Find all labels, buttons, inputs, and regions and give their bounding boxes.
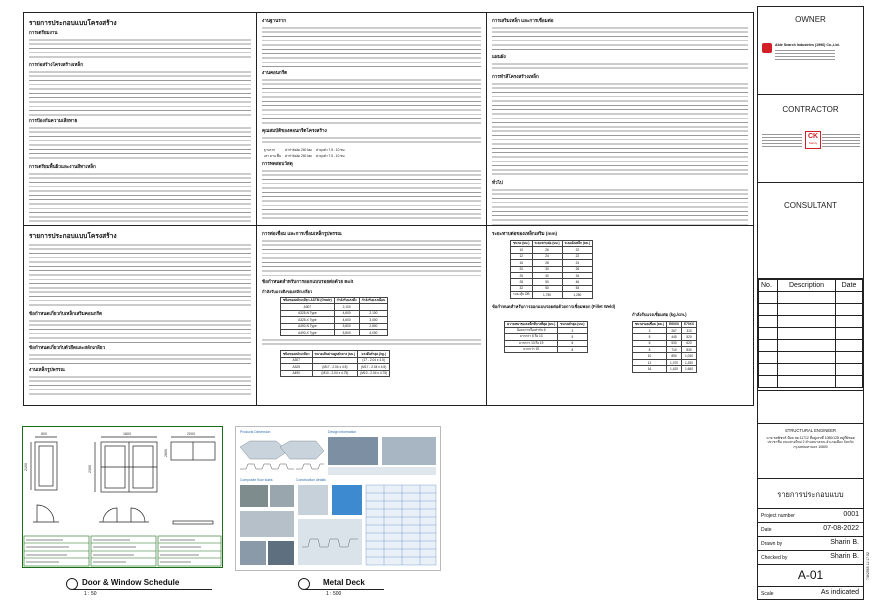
- body-text-lines: [262, 26, 481, 68]
- date-row: [758, 522, 863, 537]
- table-row: [759, 376, 863, 388]
- weld1-cell: มากกว่า 19: [505, 347, 558, 353]
- brochure-heading: Composite floor slabs: [240, 478, 273, 482]
- bolt-cell: 5,800: [334, 323, 359, 329]
- rebar-cell: 1,750: [532, 292, 562, 298]
- rebar-cell: 26: [562, 266, 593, 272]
- rebar-cell: 12: [511, 253, 533, 259]
- section-heading: คุณสมบัติของคอนกรีตโครงสร้าง: [262, 128, 327, 133]
- weld2-cell: 530: [667, 340, 682, 346]
- dim-label: 2300: [88, 465, 92, 473]
- weld2-cell: 310: [682, 327, 697, 333]
- section-heading: กำลังรับแรงดึงของสลักเกลียว: [262, 289, 313, 294]
- spec-col1-bottom: [24, 226, 256, 405]
- rebar-cell: 46: [562, 279, 593, 285]
- bolt-cell: 4,000: [359, 329, 388, 335]
- bolt-cell: A490-N Type: [281, 323, 335, 329]
- drawn-by-row: [758, 536, 863, 551]
- bolt-cell: 2,100: [359, 310, 388, 316]
- rebar-cell: 28: [532, 260, 562, 266]
- weld2-cell: 267: [667, 327, 682, 333]
- rebar-cell: 1,250: [562, 292, 593, 298]
- weld2-cell: 445: [667, 334, 682, 340]
- rev-cell: [836, 328, 863, 340]
- bolt2-cell: (M10 - 2.04 x 4.75): [358, 370, 390, 376]
- spec-title: รายการประกอบแบบโครงสร้าง: [29, 20, 117, 27]
- spec-col3-top: [487, 13, 753, 225]
- bolt-cell: 2,800: [359, 323, 388, 329]
- door-window-caption: Door & Window Schedule: [82, 578, 180, 587]
- rev-header-no: No.: [759, 280, 778, 292]
- spec-col1-top: [24, 13, 256, 225]
- date-value: 07-08-2022: [823, 525, 859, 532]
- body-text-lines: [29, 243, 251, 309]
- body-text-lines: [262, 239, 481, 277]
- contractor-logo-sub: Safety: [808, 141, 818, 145]
- section-heading: ข้อกำหนดสำหรับการออกแบบรอยต่อด้วย Bolt: [262, 279, 354, 284]
- body-text-lines: [492, 188, 748, 225]
- section-heading: การทำสีโครงสร้างเหล็ก: [492, 74, 539, 79]
- weld2-cell: 1,250: [682, 359, 697, 365]
- bolt-header: กำลังรับแรงเฉือน: [359, 298, 388, 304]
- bolt2-header: ขนาดเส้นผ่านศูนย์กลาง (มม.): [312, 351, 358, 357]
- table-row: [759, 364, 863, 376]
- bolt2-cell: A490: [281, 370, 313, 376]
- section-heading: การเตรียมงาน: [29, 30, 58, 35]
- weld2-cell: 12: [633, 359, 667, 365]
- rebar-cell: 34: [562, 272, 593, 278]
- table-row: [759, 328, 863, 340]
- body-text-lines: [262, 338, 481, 348]
- weld1-cell: 8: [558, 347, 587, 353]
- spec-title: รายการประกอบแบบโครงสร้าง: [29, 233, 117, 240]
- weld-min-size-table: [504, 321, 588, 354]
- weld2-cell: 5: [633, 334, 667, 340]
- weld2-cell: 6: [633, 340, 667, 346]
- table-row: [759, 292, 863, 304]
- weld2-cell: 16: [633, 366, 667, 372]
- rev-cell: [778, 376, 836, 388]
- rev-cell: [759, 328, 778, 340]
- rev-cell: [836, 364, 863, 376]
- scale-label: Scale: [761, 591, 774, 597]
- contractor-logo-icon: [805, 131, 821, 149]
- body-text-lines: [29, 319, 251, 343]
- weld-strength-title: กำลังรับแรงเชื่อมต่อ (kg./cm.): [632, 311, 687, 317]
- dim-label: 2800: [164, 449, 168, 457]
- brochure-heading: Construction details: [296, 478, 326, 482]
- sheet-number: A-01: [797, 568, 824, 582]
- table-row: [759, 352, 863, 364]
- rev-cell: [759, 364, 778, 376]
- rebar-cell: 20: [511, 266, 533, 272]
- checked-by-label: Checked by: [761, 555, 788, 561]
- body-text-lines: [29, 172, 251, 225]
- consultant-label: CONSULTANT: [783, 201, 838, 210]
- rev-header-description: Description: [778, 280, 836, 292]
- bolt-header: กำลังรับแรงดึง: [334, 298, 359, 304]
- scale-value: As indicated: [820, 589, 859, 596]
- weld2-cell: 520: [682, 334, 697, 340]
- caption-underline: [72, 589, 212, 590]
- drawn-by-value: Sharin B.: [830, 539, 859, 546]
- weld2-header: ขนาดรอยเชื่อม (มม.): [633, 321, 667, 327]
- owner-company: Able Search Industries (1996) Co.,Ltd.: [775, 43, 840, 47]
- concrete-cell: ค่ากำลังอัด 240 ksc: [284, 148, 312, 153]
- dim-label: 1800: [123, 432, 131, 436]
- bolt-header: ชนิดของสลักเกลียว ASTM (Grade): [281, 298, 335, 304]
- section-heading: ข้อกำหนดเกี่ยวกับเหล็กเสริมคอนกรีต: [29, 311, 102, 316]
- weld2-header: E60XX: [667, 321, 682, 327]
- section-heading: แผนผัง: [492, 54, 506, 59]
- rev-cell: [778, 328, 836, 340]
- engineer-panel: [758, 423, 863, 479]
- weld2-cell: 1,660: [682, 366, 697, 372]
- section-heading: การป้องกันความเสียหาย: [29, 118, 78, 123]
- project-number-row: [758, 508, 863, 523]
- rebar-header: ระยะฝังเหล็ก (มม.): [562, 241, 593, 247]
- concrete-cell: ค่ากำลังอัด 240 ksc: [284, 153, 312, 158]
- table-row: [759, 316, 863, 328]
- rebar-cell: 32: [511, 285, 533, 291]
- weld1-header: ขนาดต่ำสุด (มม.): [558, 321, 587, 327]
- rev-cell: [778, 316, 836, 328]
- weld2-cell: 3: [633, 327, 667, 333]
- weld2-cell: 710: [667, 347, 682, 353]
- body-text-lines: [262, 78, 481, 126]
- bolt2-header: แรงดึงต่ำสุด (kg.): [358, 351, 390, 357]
- rebar-cell: 40: [532, 272, 562, 278]
- section-heading: ระยะทาบต่อของเหล็กเสริม (mm): [492, 231, 558, 236]
- rev-cell: [836, 316, 863, 328]
- bolt2-cell: A325: [281, 364, 313, 370]
- rev-cell: [778, 364, 836, 376]
- body-text-lines: [492, 26, 748, 52]
- section-heading: การเสริมเหล็ก และการเชื่อมต่อ: [492, 18, 554, 23]
- metal-deck-brochure: [236, 427, 440, 570]
- section-heading: การต่อเชื่อม และการเชื่อมเหล็กรูปพรรณ: [262, 231, 342, 236]
- title-block: [757, 6, 864, 600]
- rebar-cell: 16: [511, 260, 533, 266]
- body-text-lines: [492, 82, 748, 178]
- rev-header-date: Date: [836, 280, 863, 292]
- caption-underline: [304, 589, 384, 590]
- rebar-cell: 24: [532, 253, 562, 259]
- bolt2-cell: (M10 - 2.04 x 4.75): [312, 370, 358, 376]
- rebar-cell: 24: [562, 260, 593, 266]
- engineer-text: นาย ชลพิชทร์ มีผล สย.11712 ที่อยู่เลขที่ 1080/128 หมู่ที่6ซอย ประชาชื่น ถนนสายใหม่ 2 ตำบลบางเขน อำเภอเมือง จังหวัดกรุงเทพมหานคร 10800: [766, 436, 855, 449]
- rev-cell: [836, 376, 863, 388]
- section-heading: ทั่วไป: [492, 180, 503, 185]
- scale-row: [758, 586, 863, 601]
- bolt-cell: 4,600: [334, 317, 359, 323]
- door-window-drawing: [23, 427, 222, 567]
- concrete-cell: ฐานราก: [264, 148, 276, 153]
- section-heading: การทดสอบวัสดุ: [262, 160, 293, 166]
- body-text-lines: [29, 375, 251, 395]
- section-heading: ข้อกำหนดสำหรับการออกแบบรอยต่อด้วยการเชื่อมพอก (Fillet Weld): [492, 303, 616, 309]
- concrete-cell: ค่ายุบตัว 7.5 - 10 ซม.: [316, 148, 346, 153]
- rebar-cell: 22: [562, 247, 593, 253]
- contractor-panel: [758, 95, 863, 183]
- weld2-cell: 620: [682, 340, 697, 346]
- weld2-cell: 1,070: [667, 359, 682, 365]
- print-timestamp: 7/8/2565 11:17:52: [866, 552, 870, 580]
- rev-cell: [778, 292, 836, 304]
- dim-label: 2100: [24, 463, 28, 471]
- rebar-header: ขนาด (มม.): [511, 241, 533, 247]
- bolt-cell: A307: [281, 304, 335, 310]
- bolt-strength-table: [280, 297, 388, 336]
- weld1-cell: 3: [558, 327, 587, 333]
- rebar-cell: ระยะหุ้ม DB: [511, 292, 533, 298]
- specification-sheet: [23, 12, 754, 406]
- rebar-cell: 50: [532, 279, 562, 285]
- metal-deck-caption: Metal Deck: [323, 578, 365, 587]
- bolt2-header: ชนิดของสลักเกลียว: [281, 351, 313, 357]
- rev-cell: [836, 304, 863, 316]
- dim-label: 800: [41, 432, 47, 436]
- section-heading: งานเหล็กรูปพรรณ: [29, 367, 65, 372]
- bolt2-cell: (17 - 2.04 x 4.5): [358, 357, 390, 363]
- owner-address-lines: [775, 49, 835, 61]
- bolt2-cell: A307: [281, 357, 313, 363]
- weld1-cell: น้อยกว่าหรือเท่ากับ 6: [505, 327, 558, 333]
- weld2-cell: 10: [633, 353, 667, 359]
- concrete-cell: ค่ายุบตัว 7.5 - 10 ซม.: [316, 153, 346, 158]
- rebar-cell: 25: [511, 272, 533, 278]
- owner-logo-icon: [762, 43, 772, 53]
- weld1-cell: มากกว่า 6 ถึง 13: [505, 334, 558, 340]
- rev-cell: [759, 292, 778, 304]
- metal-deck-viewport[interactable]: [235, 426, 441, 571]
- sheet-title-panel: [758, 479, 863, 509]
- project-number-value: 0001: [843, 511, 859, 518]
- weld2-cell: 890: [667, 353, 682, 359]
- section-heading: ข้อกำหนดเกี่ยวกับตัวยึดและสลักเกลียว: [29, 345, 106, 350]
- project-number-label: Project number: [761, 513, 795, 519]
- rebar-cell: 60: [532, 285, 562, 291]
- rev-cell: [836, 352, 863, 364]
- bolt2-cell: (M17 - 2.04 x 4.5): [312, 364, 358, 370]
- sheet-title: รายการประกอบแบบ: [777, 490, 844, 499]
- weld1-cell: 6: [558, 340, 587, 346]
- rev-cell: [836, 292, 863, 304]
- weld2-cell: 830: [682, 347, 697, 353]
- brochure-heading: Products Dimension: [240, 430, 271, 434]
- contractor-logo-text: CK: [807, 133, 819, 140]
- rev-cell: [759, 316, 778, 328]
- door-window-schedule-viewport[interactable]: [22, 426, 223, 568]
- body-text-lines: [262, 169, 481, 221]
- bolt-cell: 2,100: [334, 304, 359, 310]
- owner-label: OWNER: [795, 15, 826, 24]
- body-text-lines: [29, 38, 251, 60]
- spec-col2-bottom: [257, 226, 486, 405]
- rev-cell: [778, 340, 836, 352]
- door-window-scale: 1 : 50: [84, 591, 97, 597]
- rev-cell: [759, 304, 778, 316]
- rev-cell: [759, 352, 778, 364]
- rebar-lap-table: [510, 240, 593, 299]
- section-heading: งานฐานราก: [262, 18, 287, 23]
- spec-col3-bottom: [487, 226, 753, 405]
- rebar-cell: 10: [511, 247, 533, 253]
- weld2-cell: 1,420: [667, 366, 682, 372]
- contractor-text-lines: [762, 133, 802, 149]
- body-text-lines: [29, 126, 251, 162]
- bolt2-cell: (M17 - 2.04 x 4.5): [358, 364, 390, 370]
- weld2-header: E70XX: [682, 321, 697, 327]
- body-text-lines: [262, 136, 481, 146]
- body-text-lines: [29, 70, 251, 116]
- weld-tables-row: [492, 311, 748, 391]
- rebar-cell: 30: [532, 266, 562, 272]
- rev-cell: [778, 352, 836, 364]
- section-heading: งานคอนกรีต: [262, 70, 288, 75]
- checked-by-value: Sharin B.: [830, 553, 859, 560]
- sheet-number-row: [758, 564, 863, 587]
- weld-strength-table: [632, 321, 697, 373]
- spec-col2-top: [257, 13, 486, 225]
- dim-label: 2000: [187, 432, 195, 436]
- bolt-cell: 5,800: [334, 329, 359, 335]
- weld1-cell: 5: [558, 334, 587, 340]
- table-row: [759, 304, 863, 316]
- weld1-header: ความหนาของเหล็กที่บางที่สุด (มม.): [505, 321, 558, 327]
- rebar-cell: 54: [562, 285, 593, 291]
- bolt-cell: A325-X Type: [281, 317, 335, 323]
- rev-cell: [778, 304, 836, 316]
- revision-table: [758, 279, 863, 388]
- bolt-cell: A490-X Type: [281, 329, 335, 335]
- table-row: [759, 340, 863, 352]
- checked-by-row: [758, 550, 863, 565]
- contractor-label: CONTRACTOR: [782, 105, 839, 114]
- rev-cell: [759, 340, 778, 352]
- metal-deck-scale: 1 : 500: [326, 591, 342, 597]
- brochure-heading: Design information: [328, 430, 357, 434]
- weld1-cell: มากกว่า 13 ถึง 19: [505, 340, 558, 346]
- drawn-by-label: Drawn by: [761, 541, 783, 547]
- section-heading: การก่อสร้างโครงสร้างเหล็ก: [29, 62, 84, 67]
- section-heading: การเตรียมพื้นผิวและงานสีทาเหล็ก: [29, 164, 96, 169]
- rebar-header: ระยะทาบต่อ (มม.): [532, 241, 562, 247]
- rebar-cell: 26: [532, 247, 562, 253]
- bolt-cell: 3,000: [359, 317, 388, 323]
- rebar-cell: 28: [511, 279, 533, 285]
- body-text-lines: [492, 62, 748, 72]
- bolt-cell: 4,600: [334, 310, 359, 316]
- structural-engineer-label: STRUCTURAL ENGINEER: [784, 428, 837, 433]
- owner-panel: [758, 7, 863, 95]
- bolt-pretension-table: [280, 350, 390, 377]
- rebar-cell: 22: [562, 253, 593, 259]
- contractor-text-lines: [822, 133, 860, 147]
- weld2-cell: 1,040: [682, 353, 697, 359]
- concrete-cell: เสา คาน พื้น: [264, 153, 281, 158]
- bolt-cell: A325-N Type: [281, 310, 335, 316]
- body-text-lines: [29, 353, 251, 365]
- date-label: Date: [761, 527, 772, 533]
- rev-cell: [836, 340, 863, 352]
- concrete-property-table: [262, 148, 347, 159]
- revision-panel: [758, 279, 863, 391]
- rev-cell: [759, 376, 778, 388]
- consultant-panel: [758, 183, 863, 279]
- weld2-cell: 8: [633, 347, 667, 353]
